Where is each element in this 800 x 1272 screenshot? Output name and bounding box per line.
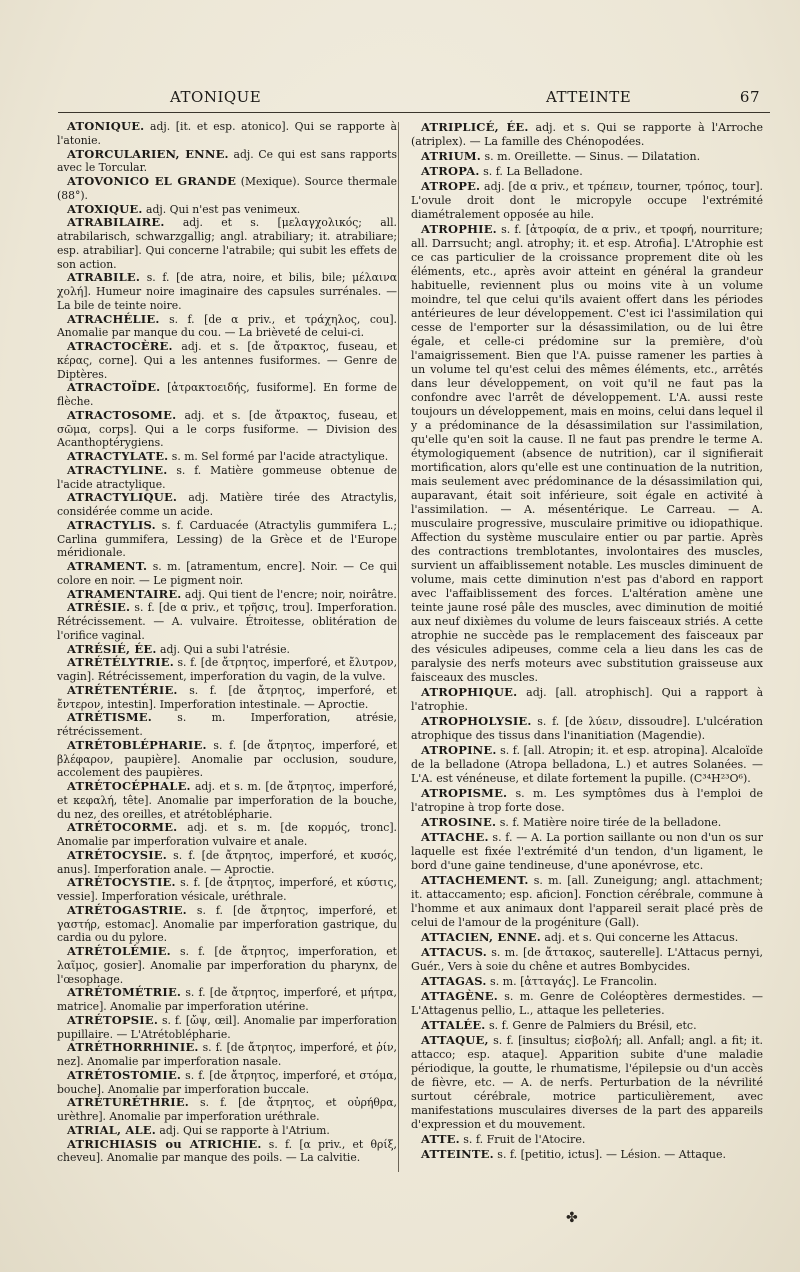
dictionary-entry xyxy=(57,739,397,780)
entry-definition: s. f. [insultus; εἰσβολή; all. Anfall; angl. a fit; it. attacco; esp. ataque]. Apparition subite d'une maladie périodique, la goutte, le rhumatisme, l'épilepsie ou d'un accès de fièvre, etc. — A. de nerfs. Perturbation de la névrilité surtout cérébrale, motrice particulièrement, avec manifestations musculaires diverses de la part des appareils d'expression et du mouvement. xyxy=(411,1034,763,1131)
dictionary-entry xyxy=(411,989,763,1018)
entry-headword: ATRÉTOMÉTRIE. xyxy=(67,985,182,1000)
dictionary-entry xyxy=(57,381,397,409)
dictionary-entry xyxy=(411,685,763,714)
entry-headword: ATROPA. xyxy=(421,164,480,178)
dictionary-entry xyxy=(57,1014,397,1042)
entry-headword: ATROPE. xyxy=(421,179,481,193)
entry-definition: [ἀτρακτοειδής, fusiforme]. En forme de flèche. xyxy=(57,381,397,408)
entry-headword: ATTACHE. xyxy=(421,830,489,844)
entry-definition: s. f. [all. Atropin; it. et esp. atropina]. Alcaloïde de la belladone (Atropa belladona, L.) et autres Solanées. — L'A. est vénéneuse, et dilate fortement la pupille. (C³⁴H²³O⁶). xyxy=(411,744,763,785)
dictionary-entry xyxy=(57,849,397,877)
dictionary-entry xyxy=(57,904,397,945)
header-left-title: ATONIQUE xyxy=(170,88,262,106)
dictionary-entry xyxy=(57,203,397,217)
entry-definition: adj. et s. Qui se rapporte à l'Arroche (atriplex). — La famille des Chénopodées. xyxy=(411,121,763,148)
entry-headword: ATRÉSIÉ, ÉE. xyxy=(67,641,157,656)
entry-headword: ATRACTYLINE. xyxy=(67,462,168,477)
entry-headword: ATRICHIASIS ou ATRICHIE. xyxy=(67,1136,262,1151)
entry-definition: s. f. [de atra, noire, et bilis, bile; μέλαινα χολή]. Humeur noire imaginaire des capsules surrénales. — La bile de teinte noire. xyxy=(57,271,397,312)
dictionary-entry xyxy=(411,120,763,149)
dictionary-entry xyxy=(411,830,763,873)
entry-headword: ATRÉSIE. xyxy=(67,600,131,615)
dictionary-entry xyxy=(57,340,397,381)
dictionary-entry xyxy=(57,464,397,492)
entry-headword: ATROSINE. xyxy=(421,815,497,829)
dictionary-entry xyxy=(57,643,397,657)
entry-definition: s. f. [de ἄτρητος, imperforé, et κύστις, vessie]. Imperforation vésicale, uréthrale. xyxy=(57,876,397,903)
entry-definition: s. f. [de ἄτρητος, imperforé, et ῥίν, nez]. Anomalie par imperforation nasale. xyxy=(57,1041,397,1068)
entry-definition: adj. et s. [de ἄτρακτος, fuseau, et σῶμα, corps]. Qui a le corps fusiforme. — Division des Acanthoptérygiens. xyxy=(57,408,397,450)
entry-definition: adj. et s. Qui concerne les Attacus. xyxy=(540,931,739,944)
entry-definition: adj. [all. atrophisch]. Qui a rapport à l'atrophie. xyxy=(411,686,763,713)
entry-headword: ATRÉTOBLÉPHARIE. xyxy=(67,737,207,752)
entry-headword: ATTALÉE. xyxy=(421,1018,486,1032)
dictionary-entry xyxy=(411,1147,763,1162)
dictionary-entry xyxy=(57,1069,397,1097)
entry-definition: adj. Matière tirée des Atractylis, considérée comme un acide. xyxy=(57,491,397,518)
dictionary-entry xyxy=(411,873,763,930)
entry-headword: ATRIUM. xyxy=(421,149,481,163)
entry-headword: ATRÉTOSTOMIE. xyxy=(67,1067,182,1082)
entry-headword: ATTAGÈNE. xyxy=(421,989,498,1003)
entry-headword: ATRÉTISME. xyxy=(67,710,152,725)
right-column xyxy=(411,120,763,1162)
entry-definition: s. f. Matière gommeuse obtenue de l'acide atractylique. xyxy=(57,463,397,491)
dictionary-entry xyxy=(411,149,763,164)
entry-headword: ATTAGAS. xyxy=(421,974,487,988)
dictionary-entry xyxy=(57,1096,397,1124)
dictionary-entry xyxy=(411,786,763,815)
dictionary-entry xyxy=(57,271,397,312)
entry-headword: ATROPHOLYSIE. xyxy=(421,714,532,728)
dictionary-entry xyxy=(57,560,397,588)
entry-definition: adj. Qui tient de l'encre; noir, noirâtre. xyxy=(181,587,397,601)
dictionary-entry xyxy=(57,1041,397,1069)
entry-headword: ATRÉTENTÉRIE. xyxy=(67,682,178,697)
dictionary-entry xyxy=(57,588,397,602)
dictionary-entry xyxy=(411,815,763,830)
dictionary-entry xyxy=(57,986,397,1014)
entry-headword: ATTEINTE. xyxy=(421,1147,494,1161)
entry-definition: s. f. Carduacée (Atractylis gummifera L.; Carlina gummifera, Lessing) de la Grèce et de l'Europe méridionale. xyxy=(57,518,397,560)
entry-definition: adj. Qui se rapporte à l'Atrium. xyxy=(155,1123,330,1137)
entry-definition: s. m. Genre de Coléoptères dermestides. — L'Attagenus pellio, L., attaque les pelleteries. xyxy=(411,990,763,1017)
entry-definition: s. f. [de ἄτρητος, et οὐρήθρα, urèthre]. Anomalie par imperforation uréthrale. xyxy=(57,1096,397,1123)
dictionary-entry xyxy=(411,1132,763,1147)
entry-headword: ATTE. xyxy=(421,1132,460,1146)
entry-headword: ATRÉTOCYSIE. xyxy=(67,847,167,862)
dictionary-entry xyxy=(411,714,763,743)
dictionary-entry xyxy=(57,780,397,821)
entry-definition: s. f. [de ἄτρητος, imperforé, et ἔντερον, intestin]. Imperforation intestinale. — Aproctie. xyxy=(57,683,397,711)
entry-definition: s. m. Les symptômes dus à l'emploi de l'atropine à trop forte dose. xyxy=(411,787,763,814)
entry-definition: adj. et s. [μελαγχολικός; all. atrabilarisch, schwarzgallig; angl. atrabiliary; it. atrabiliare; esp. atrabiliar]. Qui concerne l'atrabile; qui subit les effets de son action. xyxy=(57,216,397,271)
entry-headword: ATRÉTOLÉMIE. xyxy=(67,944,171,958)
dictionary-entry xyxy=(411,164,763,179)
dictionary-entry xyxy=(57,711,397,739)
entry-headword: ATRABILE. xyxy=(67,270,141,285)
dictionary-entry xyxy=(57,821,397,849)
dictionary-entry xyxy=(57,216,397,271)
dictionary-entry xyxy=(57,1138,397,1166)
entry-headword: ATOVONICO EL GRANDE xyxy=(67,174,237,188)
entry-headword: ATTAQUE, xyxy=(421,1033,489,1047)
entry-definition: s. f. [de ἄτρητος, imperforé, et κυσός, anus]. Imperforation anale. — Aproctie. xyxy=(57,848,397,876)
entry-definition: adj. et s. [de ἄτρακτος, fuseau, et κέρας, corne]. Qui a les antennes fusiformes. — Genre de Diptères. xyxy=(57,340,397,381)
entry-definition: adj. [de α priv., et τρέπειν, tourner, τρόπος, tour]. L'ovule droit dont le micropyle occupe l'extrémité diamétralement opposée au hile. xyxy=(411,180,763,221)
dictionary-entry xyxy=(57,1124,397,1138)
entry-definition: s. f. — A. La portion saillante ou non d'un os sur laquelle est fixée l'extrémité d'un tendon, d'un ligament, le bord d'une gaine tendineuse, d'une aponévrose, etc. xyxy=(411,831,763,872)
dictionary-entry xyxy=(411,222,763,685)
dictionary-entry xyxy=(411,179,763,222)
dictionary-entry xyxy=(411,1033,763,1132)
entry-headword: ATOXIQUE. xyxy=(67,201,143,216)
entry-headword: ATRÉTOCORME. xyxy=(67,820,178,835)
entry-definition: s. f. [de ἄτρητος, imperforé, et βλέφαρον, paupière]. Anomalie par occlusion, soudure, accolement des paupières. xyxy=(57,738,397,780)
dictionary-entry xyxy=(57,148,397,176)
entry-definition: s. m. Imperforation, atrésie, rétrécissement. xyxy=(57,711,397,738)
dictionary-entry xyxy=(57,175,397,203)
entry-definition: adj. Ce qui est sans rapports avec le Torcular. xyxy=(57,147,397,175)
dictionary-entry xyxy=(57,491,397,519)
entry-headword: ATRÉTÉLYTRIE. xyxy=(67,655,174,670)
dictionary-entry xyxy=(57,313,397,341)
entry-headword: ATROPHIQUE. xyxy=(421,685,518,699)
entry-definition: (Mexique). Source thermale (88°). xyxy=(57,175,397,202)
entry-definition: s. m. [all. Zuneigung; angl. attachment; it. attaccamento; esp. aficion]. Fonction cérébrale, commune à l'homme et aux animaux dont l'appareil serait placé près de celui de l'amour de la progéniture (Gall). xyxy=(411,874,763,929)
entry-headword: ATROPHIE. xyxy=(421,222,497,236)
dictionary-entry xyxy=(57,876,397,904)
entry-definition: s. f. [de ἄτρητος, imperforé, et στόμα, bouche]. Anomalie par imperforation buccale. xyxy=(57,1068,397,1096)
entry-definition: s. f. [de α priv., et τρῆσις, trou]. Imperforation. Rétrécissement. — A. vulvaire. Étroitesse, oblitération de l'orifice vaginal. xyxy=(57,601,397,642)
entry-definition: s. f. [ὤψ, œil]. Anomalie par imperforation pupillaire. — L'Atrétoblépharie. xyxy=(57,1013,397,1041)
entry-definition: s. f. [ἀτροφία, de α priv., et τροφή, nourriture; all. Darrsucht; angl. atrophy; it. et esp. Atrofia]. L'Atrophie est ce cas particulier de la croissance proprement dite où les éléments, etc., après avoir atteint en général la grandeur habituelle, reviennent plus ou moins vite à un volume moindre, tel que celui qu'ils avaient offert dans les périodes antérieures de leur développement. C'est ici l'assimilation qui cesse de l'emporter sur la désassimilation, ou de lui être égale, et celle-ci prédomine sur la première, d'où l'amaigrissement. Bien que l'A. puisse ramener les parties à un volume tel qu'est celui des mêmes éléments, etc., arrêtés dans leur développement, on voit qu'il ne faut pas la confondre avec l'arrêt de développement. L'A. aussi reste toujours un développement, mais en moins, celui dans lequel il y a prédominance de la désassimilation sur l'assimilation, qu'elle qu'en soit la cause. Il ne faut pas prendre le terme A. étymologiquement (absence de nutrition), car il signifierait mortification, alors qu'elle est une continuation de la nutrition, mais seulement avec prédominance de la désassimilation qui, auparavant, était soit inférieure, soit égale en activité à l'assimilation. — A. mésentérique. Le Carreau. — A. musculaire progressive, musculaire primitive ou idiopathique. Affection du système musculaire entier ou par partie. Après des contractions tremblotantes, involontaires des muscles, survient un affaiblissement notable. Les muscles diminuent de volume, mais cette diminution n'est pas d'abord en rapport avec l'affaiblissement des forces. L'altération amène une teinte jaune rosé pâle des muscles, avec diminution de moitié aux neuf dixièmes du volume de leurs faisceaux striés. A cette atrophie ne succède pas le remplacement des faisceaux par des vésicules adipeuses, comme cela a lieu dans les cas de paralysie des nerfs moteurs avec substitution graisseuse aux faisceaux des muscles. xyxy=(411,223,763,684)
entry-headword: ATRÉTURÉTHRIE. xyxy=(67,1095,190,1110)
dictionary-entry xyxy=(411,743,763,786)
entry-definition: s. f. Fruit de l'Atocire. xyxy=(459,1133,586,1146)
entry-headword: ATONIQUE. xyxy=(67,119,145,133)
entry-headword: ATRACTOSOME. xyxy=(67,407,177,422)
dictionary-entry xyxy=(411,945,763,974)
dictionary-entry xyxy=(57,601,397,642)
dictionary-entry xyxy=(411,974,763,989)
dictionary-entry xyxy=(57,656,397,684)
entry-headword: ATORCULARIEN, ENNE. xyxy=(67,146,229,161)
entry-headword: ATRÉTHORRHINIE. xyxy=(67,1040,199,1055)
entry-headword: ATTACIEN, ENNE. xyxy=(421,930,541,944)
entry-headword: ATRÉTOPSIE. xyxy=(67,1012,159,1027)
entry-definition: adj. [it. et esp. atonico]. Qui se rapporte à l'atonie. xyxy=(57,120,397,147)
entry-headword: ATRAMENT. xyxy=(67,559,148,573)
entry-headword: ATTACHEMENT. xyxy=(421,873,529,887)
entry-headword: ATRACTOÏDE. xyxy=(67,380,161,395)
header-rule xyxy=(58,112,770,113)
entry-definition: s. f. Genre de Palmiers du Brésil, etc. xyxy=(485,1019,697,1032)
dictionary-entry xyxy=(57,409,397,450)
dictionary-entry xyxy=(57,684,397,712)
entry-headword: ATRACTOCÈRE. xyxy=(67,339,173,353)
entry-definition: s. m. Sel formé par l'acide atractylique. xyxy=(168,450,389,463)
entry-definition: adj. Qui n'est pas venimeux. xyxy=(142,202,301,216)
entry-headword: ATTACUS. xyxy=(421,945,487,959)
entry-definition: s. m. [de ἄττακος, sauterelle]. L'Attacus pernyi, Guér., Vers à soie du chêne et autres Bombycides. xyxy=(411,946,763,973)
entry-definition: s. f. [de ἄτρητος, imperforé, et γαστήρ, estomac]. Anomalie par imperforation gastrique, du cardia ou du pylore. xyxy=(57,903,397,945)
entry-headword: ATRACHÉLIE. xyxy=(67,311,160,326)
entry-definition: adj. et s. m. [de κορμός, tronc]. Anomalie par imperforation vulvaire et anale. xyxy=(57,821,397,848)
entry-definition: s. f. [de ἄτρητος, imperforé, et μήτρα, matrice]. Anomalie par imperforation utérine. xyxy=(57,986,397,1013)
page-number: 67 xyxy=(739,88,760,106)
entry-definition: s. f. [de ἄτρητος, imperforé, et ἔλυτρον, vagin]. Rétrécissement, imperforation du vagin, de la vulve. xyxy=(57,656,397,683)
ornament-icon: ✤ xyxy=(566,1210,578,1226)
entry-headword: ATROPINE. xyxy=(421,743,497,757)
left-column xyxy=(57,120,397,1165)
entry-headword: ATRIPLICÉ, ÉE. xyxy=(421,120,529,134)
entry-definition: s. m. [atramentum, encre]. Noir. — Ce qui colore en noir. — Le pigment noir. xyxy=(57,560,397,587)
entry-definition: s. f. [de ἄτρητος, imperforation, et λαῖμος, gosier]. Anomalie par imperforation du pharynx, de l'œsophage. xyxy=(57,945,397,986)
entry-definition: s. m. Oreillette. — Sinus. — Dilatation. xyxy=(480,150,701,163)
entry-headword: ATRACTYLIS. xyxy=(67,517,156,532)
entry-headword: ATRÉTOCYSTIE. xyxy=(67,875,176,890)
entry-headword: ATRÉTOCÉPHALE. xyxy=(67,779,191,793)
dictionary-entry xyxy=(57,120,397,148)
running-header xyxy=(58,88,770,110)
entry-definition: s. f. [de λύειν, dissoudre]. L'ulcération atrophique des tissus dans l'inanitiation (Magendie). xyxy=(411,715,763,742)
dictionary-entry xyxy=(57,519,397,560)
entry-definition: s. f. [de α priv., et τράχηλος, cou]. Anomalie par manque du cou. — La brièveté de celui-ci. xyxy=(57,312,397,340)
dictionary-entry xyxy=(411,1018,763,1033)
header-right-title: ATTEINTE xyxy=(546,88,632,106)
dictionary-entry xyxy=(57,945,397,986)
entry-definition: s. f. [α priv., et θρίξ, cheveu]. Anomalie par manque des poils. — La calvitie. xyxy=(57,1137,397,1165)
entry-definition: adj. Qui a subi l'atrésie. xyxy=(156,642,290,656)
entry-headword: ATRÉTOGASTRIE. xyxy=(67,902,187,917)
entry-definition: s. f. La Belladone. xyxy=(479,165,583,178)
dictionary-entry xyxy=(411,930,763,945)
entry-headword: ATRIAL, ALE. xyxy=(67,1122,156,1137)
entry-headword: ATRACTYLATE. xyxy=(67,449,169,463)
entry-definition: s. m. [ἀτταγάς]. Le Francolin. xyxy=(486,975,658,988)
dictionary-entry xyxy=(57,450,397,464)
entry-headword: ATROPISME. xyxy=(421,786,508,800)
entry-headword: ATRACTYLIQUE. xyxy=(67,490,178,505)
entry-headword: ATRAMENTAIRE. xyxy=(67,586,182,601)
entry-definition: s. f. [petitio, ictus]. — Lésion. — Attaque. xyxy=(493,1148,727,1161)
entry-headword: ATRABILAIRE. xyxy=(67,215,165,230)
column-divider xyxy=(398,122,399,1172)
entry-definition: s. f. Matière noire tirée de la belladone. xyxy=(496,816,722,829)
entry-definition: adj. et s. m. [de ἄτρητος, imperforé, et κεφαλή, tête]. Anomalie par imperforation de la bouche, du nez, des oreilles, et atrétoblépharie. xyxy=(57,780,397,821)
